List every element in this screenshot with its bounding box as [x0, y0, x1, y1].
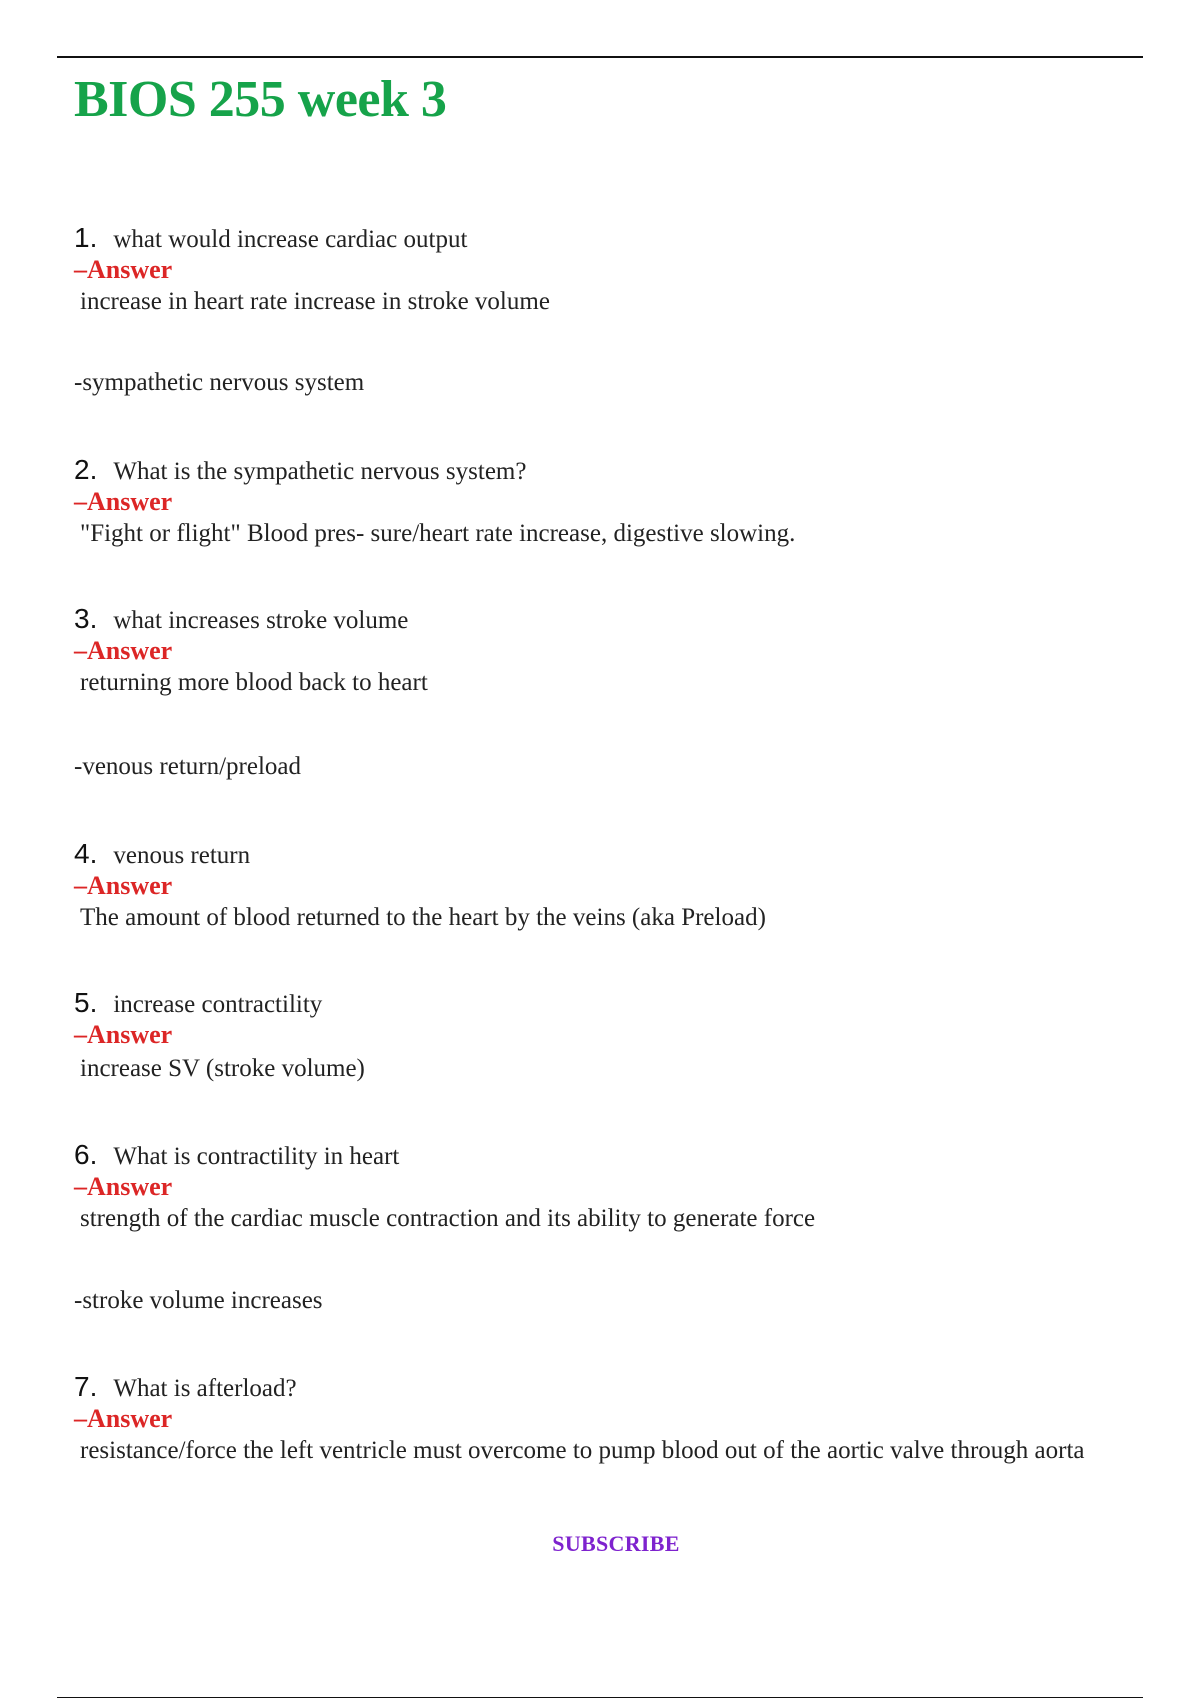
question-text: increase contractility [113, 991, 323, 1018]
answer-label: –Answer [74, 1020, 173, 1049]
answer-text: returning more blood back to heart [80, 669, 428, 696]
question-number: 3. [74, 603, 98, 634]
answer-label: –Answer [74, 871, 173, 900]
answer-text: "Fight or flight" Blood pres- sure/heart rate increase, digestive slowing. [80, 520, 796, 547]
question-block-1 [74, 222, 1144, 399]
question-text: what would increase cardiac output [113, 226, 468, 253]
answer-label: –Answer [74, 1404, 173, 1433]
question-block-6 [74, 1139, 1144, 1317]
top-rule [57, 56, 1143, 58]
question-text: What is contractility in heart [113, 1143, 400, 1170]
answer-text: increase in heart rate increase in stroke volume [80, 288, 550, 315]
question-number: 4. [74, 838, 98, 869]
question-text: what increases stroke volume [113, 607, 409, 634]
question-number: 2. [74, 454, 98, 485]
question-text: venous return [113, 842, 251, 869]
bottom-rule [57, 1697, 1143, 1698]
answer-label: –Answer [74, 487, 173, 516]
answer-text: increase SV (stroke volume) [80, 1055, 365, 1082]
answer-note: -stroke volume increases [74, 1287, 323, 1314]
question-number: 6. [74, 1139, 98, 1170]
document-title: BIOS 255 week 3 [74, 71, 447, 128]
question-text: What is the sympathetic nervous system? [113, 458, 527, 485]
question-number: 7. [74, 1371, 98, 1402]
answer-text: strength of the cardiac muscle contraction and its ability to generate force [80, 1205, 816, 1232]
answer-note: -sympathetic nervous system [74, 369, 365, 396]
question-number: 5. [74, 987, 98, 1018]
question-block-7 [74, 1371, 1144, 1467]
question-block-2 [74, 454, 1144, 550]
answer-label: –Answer [74, 255, 173, 284]
answer-label: –Answer [74, 636, 173, 665]
question-block-5 [74, 987, 1144, 1085]
question-block-3 [74, 603, 1144, 783]
question-block-4 [74, 838, 1144, 934]
answer-note: -venous return/preload [74, 753, 302, 780]
question-text: What is afterload? [113, 1375, 297, 1402]
answer-text: resistance/force the left ventricle must overcome to pump blood out of the aortic valve through aorta [80, 1437, 1085, 1464]
answer-label: –Answer [74, 1172, 173, 1201]
answer-text: The amount of blood returned to the heart by the veins (aka Preload) [80, 904, 766, 931]
subscribe-link[interactable]: SUBSCRIBE [552, 1531, 680, 1556]
question-number: 1. [74, 222, 98, 253]
